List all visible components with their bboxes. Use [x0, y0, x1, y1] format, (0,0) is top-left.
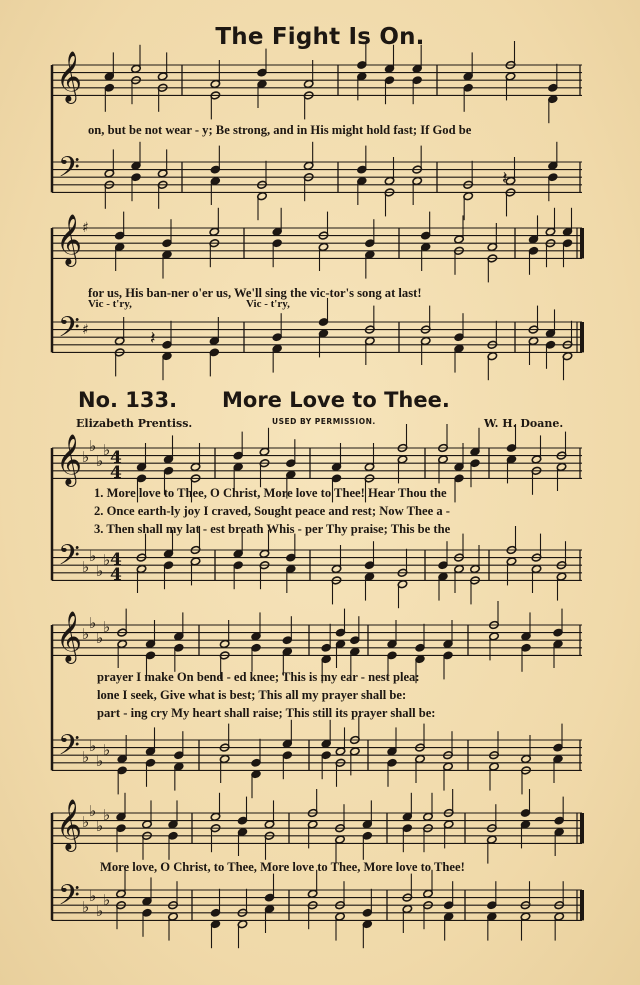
verse-line: prayer I make On bend - ed knee; This is my ear - nest plea:: [97, 670, 420, 684]
bass-clef-icon: 𝄢: [58, 729, 80, 769]
flat-icon: ♭: [89, 802, 97, 820]
bass-clef-icon: 𝄢: [58, 311, 80, 351]
flat-icon: ♭: [103, 891, 111, 909]
sharp-icon: ♯: [82, 220, 89, 236]
composer-credit: W. H. Doane.: [484, 417, 564, 430]
rest-icon: 𝄽: [150, 328, 156, 349]
flat-icon: ♭: [96, 902, 104, 920]
flat-icon: ♭: [89, 887, 97, 905]
flat-icon: ♭: [96, 562, 104, 580]
flat-icon: ♭: [89, 437, 97, 455]
time-signature-bottom: 4: [110, 463, 122, 483]
flat-icon: ♭: [103, 806, 111, 824]
flat-icon: ♭: [89, 547, 97, 565]
time-signature-bottom: 4: [110, 565, 122, 585]
time-signature-top: 4: [110, 448, 122, 468]
treble-clef-icon: 𝄞: [56, 434, 83, 485]
flat-icon: ♭: [96, 629, 104, 647]
verse-line: 1. More love to Thee, O Christ, More love to Thee! Hear Thou the: [94, 486, 447, 500]
final-bar: [580, 322, 584, 352]
final-bar: [580, 228, 584, 258]
flat-icon: ♭: [89, 614, 97, 632]
permission-note: USED BY PERMISSION.: [272, 417, 376, 426]
flat-icon: ♭: [82, 748, 90, 766]
hymn-title-fight: The Fight Is On.: [215, 24, 425, 50]
flat-icon: ♭: [103, 551, 111, 569]
flat-icon: ♭: [103, 618, 111, 636]
flat-icon: ♭: [82, 558, 90, 576]
lyrics-line: on, but be not wear - y; Be strong, and in His might hold fast; If God be: [88, 123, 472, 137]
flat-icon: ♭: [82, 625, 90, 643]
verse-line: part - ing cry My heart shall raise; This still its prayer shall be:: [97, 706, 436, 720]
bass-clef-icon: 𝄢: [58, 539, 80, 579]
bass-clef-icon: 𝄢: [58, 151, 80, 191]
flat-icon: ♭: [82, 813, 90, 831]
lyrics-alt: Vic - t'ry,: [88, 298, 132, 310]
verse-line: 3. Then shall my lat - est breath Whis - per Thy praise; This be the: [94, 522, 451, 536]
flat-icon: ♭: [96, 752, 104, 770]
flat-icon: ♭: [96, 452, 104, 470]
lyrics-line: for us, His ban-ner o'er us, We'll sing the vic-tor's song at last!: [88, 286, 422, 300]
flat-icon: ♭: [103, 741, 111, 759]
final-bar: [580, 890, 584, 920]
lyrics-alt: Vic - t'ry,: [246, 298, 290, 310]
verse-line: lone I seek, Give what is best; This all my prayer shall be:: [97, 688, 407, 702]
flat-icon: ♭: [89, 737, 97, 755]
final-bar: [580, 813, 584, 843]
bass-clef-icon: 𝄢: [58, 879, 80, 919]
treble-clef-icon: 𝄞: [56, 214, 83, 265]
rest-icon: 𝄽: [502, 168, 508, 189]
hymn-number: No. 133.: [78, 388, 178, 412]
flat-icon: ♭: [82, 448, 90, 466]
author-credit: Elizabeth Prentiss.: [76, 417, 193, 430]
refrain-line: More love, O Christ, to Thee, More love to Thee, More love to Thee!: [100, 860, 465, 874]
time-signature-top: 4: [110, 550, 122, 570]
flat-icon: ♭: [82, 898, 90, 916]
treble-clef-icon: 𝄞: [56, 611, 83, 662]
flat-icon: ♭: [96, 817, 104, 835]
verse-line: 2. Once earth-ly joy I craved, Sought peace and rest; Now Thee a -: [94, 504, 450, 518]
flat-icon: ♭: [103, 441, 111, 459]
sharp-icon: ♯: [82, 322, 89, 338]
treble-clef-icon: 𝄞: [56, 51, 83, 102]
hymn-title-more-love: More Love to Thee.: [222, 388, 450, 412]
treble-clef-icon: 𝄞: [56, 799, 83, 850]
